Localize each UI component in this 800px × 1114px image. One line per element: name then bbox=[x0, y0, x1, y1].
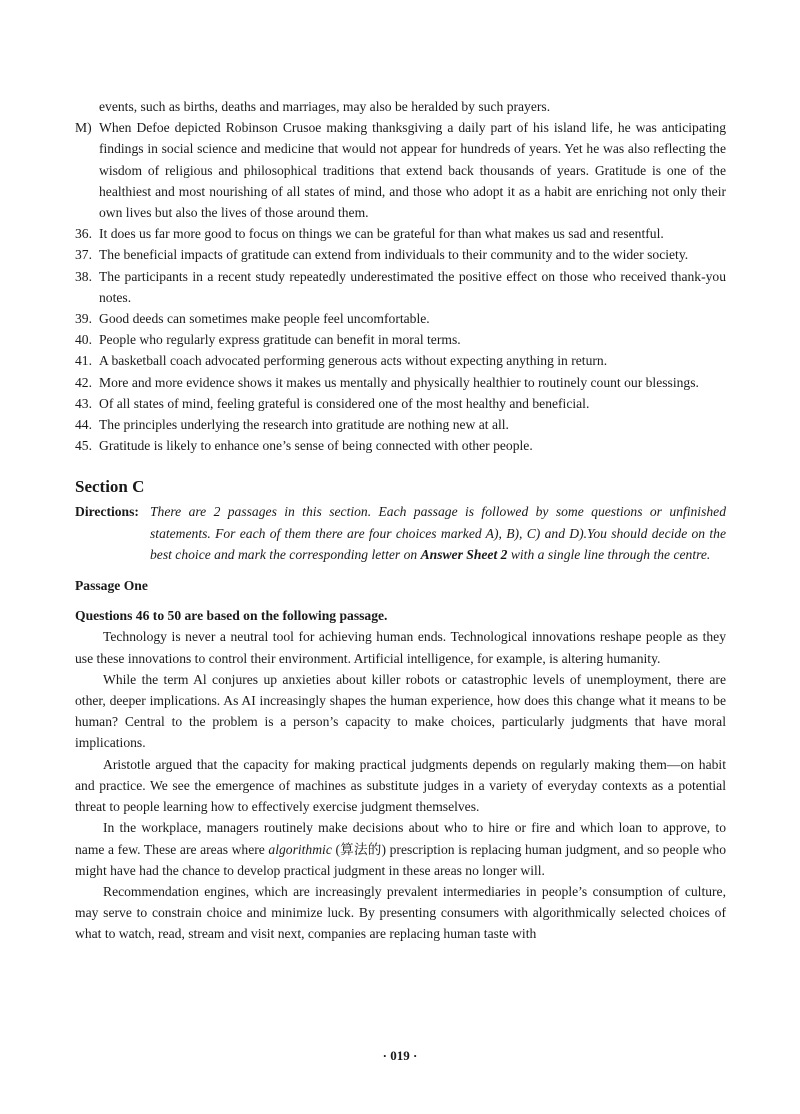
statement-number: 45. bbox=[75, 438, 92, 454]
answer-sheet-reference: Answer Sheet 2 bbox=[420, 546, 508, 562]
paragraph-text-part: In the workplace, managers routinely make decisions about who to hire or fire and which loan to approve, to name a few. These are areas where bbox=[75, 820, 726, 857]
passage-paragraph: Recommendation engines, which are increasingly prevalent intermediaries in people’s consumption of culture, may serve to constrain choice and minimize luck. By presenting consumers with algorithmically selected choices of what to watch, read, stream and visit next, companies are replacing human taste with bbox=[75, 883, 726, 942]
statement-item bbox=[75, 350, 726, 371]
statement-item bbox=[75, 244, 726, 265]
statement-item bbox=[75, 393, 726, 414]
passage-paragraph: While the term Al conjures up anxieties about killer robots or catastrophic levels of unemployment, there are other, deeper implications. As AI increasingly shapes the human experience, how does this change what it means to be human? Central to the problem is a person’s capacity to make choices, particularly judgments that have moral implications. bbox=[75, 671, 726, 751]
page-content bbox=[75, 96, 726, 945]
paragraph-label: M) bbox=[75, 120, 92, 136]
statement-number: 37. bbox=[75, 247, 92, 263]
questions-heading: Questions 46 to 50 are based on the following passage. bbox=[75, 608, 388, 624]
statement-item bbox=[75, 414, 726, 435]
statement-text: Gratitude is likely to enhance one’s sense of being connected with other people. bbox=[99, 438, 533, 454]
statement-text: A basketball coach advocated performing generous acts without expecting anything in return. bbox=[99, 353, 608, 369]
statement-text: The principles underlying the research into gratitude are nothing new at all. bbox=[99, 417, 509, 433]
statement-text: The beneficial impacts of gratitude can extend from individuals to their community and to the wider society. bbox=[99, 247, 689, 263]
statement-list bbox=[75, 223, 726, 456]
passage-paragraph: Technology is never a neutral tool for achieving human ends. Technological innovations reshape people as they use these innovations to control their environment. Artificial intelligence, for example, is altering humanity. bbox=[75, 629, 726, 666]
italic-term: algorithmic bbox=[268, 841, 332, 857]
directions-text-part: There are 2 passages in this section. Each passage is followed by some questions or unfinished statements. For each of them there are four choices marked A), B), C) and D).You should decide on the best choice and mark the corresponding letter on bbox=[150, 504, 726, 562]
statement-item bbox=[75, 223, 726, 244]
statement-number: 39. bbox=[75, 311, 92, 327]
page-number: · 019 · bbox=[382, 1048, 418, 1063]
statement-text: People who regularly express gratitude can benefit in moral terms. bbox=[99, 332, 461, 348]
statement-text: The participants in a recent study repeatedly underestimated the positive effect on those who received thank-you notes. bbox=[99, 268, 726, 305]
statement-item bbox=[75, 329, 726, 350]
statement-number: 44. bbox=[75, 417, 92, 433]
paragraph-text-part: prescription is replacing human judgment, and so people who might have had the chance to develop practical judgment in these areas no longer will. bbox=[75, 841, 726, 878]
statement-number: 41. bbox=[75, 353, 92, 369]
statement-number: 38. bbox=[75, 268, 92, 284]
statement-item bbox=[75, 266, 726, 308]
chinese-gloss: (算法的) bbox=[331, 841, 390, 857]
statement-number: 42. bbox=[75, 374, 92, 390]
statement-number: 40. bbox=[75, 332, 92, 348]
statement-item bbox=[75, 435, 726, 456]
statement-number: 43. bbox=[75, 395, 92, 411]
directions-text bbox=[150, 501, 726, 565]
statement-text: It does us far more good to focus on things we can be grateful for than what makes us sad and resentful. bbox=[99, 226, 664, 242]
passage-paragraph: Aristotle argued that the capacity for making practical judgments depends on regularly making them—on habit and practice. We see the emergence of machines as substitute judges in a variety of everyday contexts as a potential threat to people learning how to effectively exercise judgment themselves. bbox=[75, 756, 726, 815]
continuation-text: events, such as births, deaths and marriages, may also be heralded by such prayers. bbox=[99, 99, 551, 114]
paragraph-text: When Defoe depicted Robinson Crusoe making thanksgiving a daily part of his island life, he was anticipating findings in social science and medicine that would not appear for hundreds of years. Yet he was also reflecting the wisdom of religious and philosophical traditions that extend back thousands of years. Gratitude is one of the healthiest and most nourishing of all states of mind, and those who adopt it as a habit are enriching not only their own lives but also the lives of those around them. bbox=[99, 120, 726, 221]
statement-text: Of all states of mind, feeling grateful is considered one of the most healthy and beneficial. bbox=[99, 395, 590, 411]
directions-label: Directions: bbox=[75, 504, 139, 520]
passage-label: Passage One bbox=[75, 578, 148, 594]
section-title: Section C bbox=[75, 477, 145, 497]
statement-number: 36. bbox=[75, 226, 92, 242]
directions bbox=[75, 501, 726, 565]
statement-text: Good deeds can sometimes make people feel uncomfortable. bbox=[99, 311, 430, 327]
paragraph-m bbox=[75, 117, 726, 223]
directions-text-part: with a single line through the centre. bbox=[507, 546, 711, 562]
statement-item bbox=[75, 308, 726, 329]
statement-text: More and more evidence shows it makes us mentally and physically healthier to routinely count our blessings. bbox=[99, 374, 699, 390]
statement-item bbox=[75, 372, 726, 393]
passage-paragraph bbox=[75, 817, 726, 881]
